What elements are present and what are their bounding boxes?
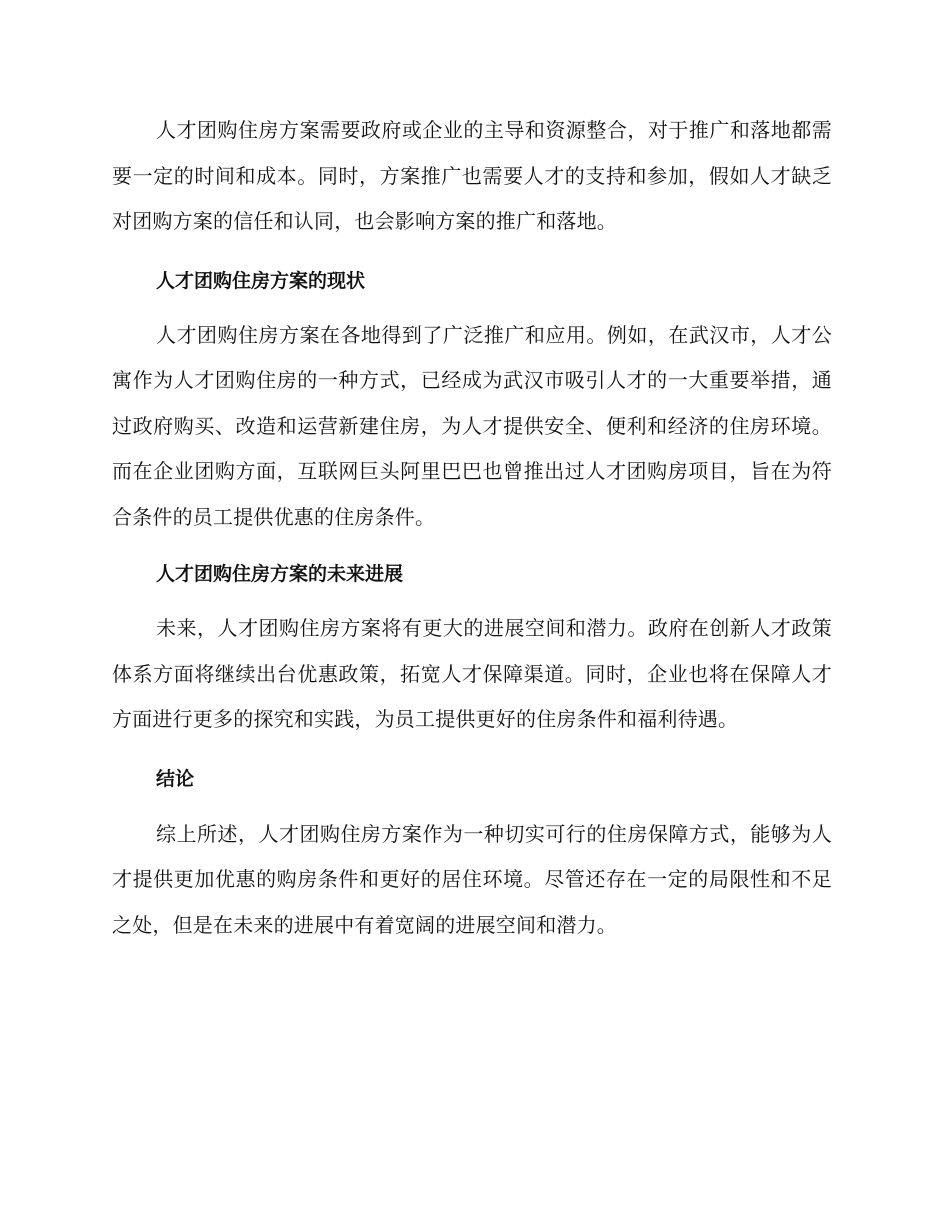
body-paragraph: 未来，人才团购住房方案将有更大的进展空间和潜力。政府在创新人才政策体系方面将继续出台优惠政策，拓宽人才保障渠道。同时，企业也将在保障人才方面进行更多的探究和实践，为员工提供更好的住房条件和福利待遇。 [112, 616, 832, 731]
conclusion-heading: 结论 [156, 767, 195, 790]
section-heading: 人才团购住房方案的现状 [156, 269, 366, 292]
body-paragraph: 人才团购住房方案在各地得到了广泛推广和应用。例如，在武汉市，人才公寓作为人才团购住房的一种方式，已经成为武汉市吸引人才的一大重要举措，通过政府购买、改造和运营新建住房，为人才提供安全、便利和经济的住房环境。而在企业团购方面，互联网巨头阿里巴巴也曾推出过人才团购房项目，旨在为符合条件的员工提供优惠的住房条件。 [112, 322, 832, 529]
conclusion-paragraph: 综上所述，人才团购住房方案作为一种切实可行的住房保障方式，能够为人才提供更加优惠的购房条件和更好的居住环境。尽管还存在一定的局限性和不足之处，但是在未来的进展中有着宽阔的进展空间和潜力。 [112, 821, 832, 937]
body-paragraph: 人才团购住房方案需要政府或企业的主导和资源整合，对于推广和落地都需要一定的时间和成本。同时，方案推广也需要人才的支持和参加，假如人才缺乏对团购方案的信任和认同，也会影响方案的推广和落地。 [112, 118, 832, 233]
document-page [112, 108, 832, 948]
section-heading: 人才团购住房方案的未来进展 [156, 563, 404, 585]
